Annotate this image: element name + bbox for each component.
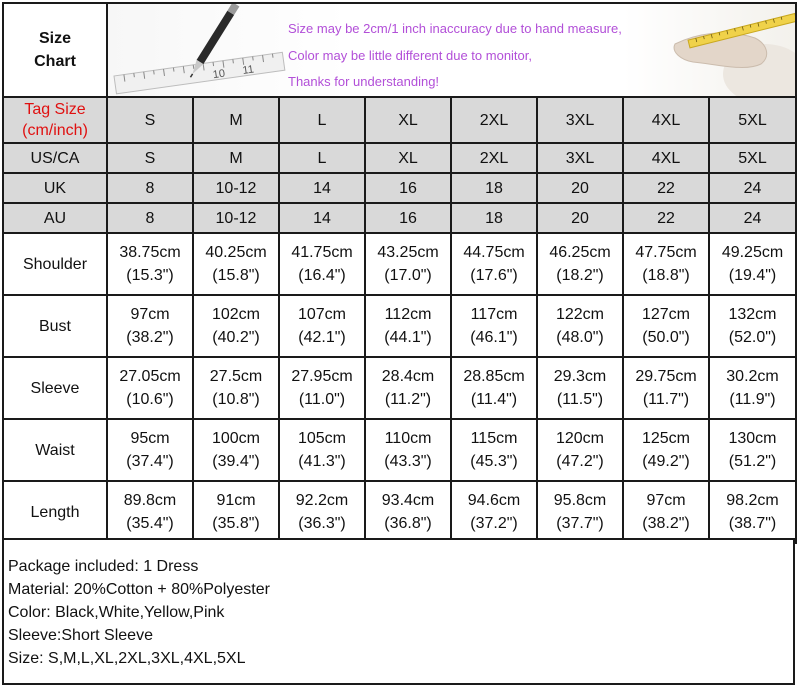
cm-value: 40.25cm [205,244,267,261]
cm-value: 97cm [646,492,686,509]
cm-value: 95.8cm [553,492,607,509]
inch-value: (35.4") [126,515,174,532]
cm-value: 120cm [555,430,605,447]
uk-size-cell: 10-12 [193,173,279,203]
inch-value: (41.3") [298,453,346,470]
cm-value: 122cm [555,306,605,323]
measurement-cell [279,419,365,481]
measurement-label: Sleeve [3,357,107,419]
inch-value: (37.2") [470,515,518,532]
measurement-cell [193,481,279,543]
measurement-label: Bust [3,295,107,357]
cm-value: 93.4cm [381,492,435,509]
measurement-cell [709,419,796,481]
cm-value: 110cm [384,430,432,447]
us-size-cell: XL [365,143,451,173]
au-size-cell: 16 [365,203,451,233]
au-size-cell: 10-12 [193,203,279,233]
au-size-cell: 14 [279,203,365,233]
cm-value: 115cm [470,430,518,447]
ruler-number-11: 11 [241,63,255,78]
inch-value: (40.2") [212,329,260,346]
measurement-row-length [3,481,796,543]
us-size-cell: 2XL [451,143,537,173]
measurement-label: Waist [3,419,107,481]
measuring-tape-hand-icon [645,4,795,96]
au-size-cell: 22 [623,203,709,233]
measurement-cell [623,419,709,481]
size-chart-title [3,3,107,97]
cm-value: 43.25cm [377,244,439,261]
measurement-cell [107,295,193,357]
measurement-cell [451,481,537,543]
inch-value: (36.3") [298,515,346,532]
us-size-row [3,143,796,173]
cm-value: 29.3cm [553,368,607,385]
tag-size-label-line-1: Tag Size [24,101,86,118]
cm-value: 105cm [297,430,347,447]
tag-size-cell: 5XL [709,97,796,143]
inch-value: (52.0") [728,329,777,346]
cm-value: 97cm [130,306,170,323]
detail-package: Package included: 1 Dress [8,558,199,575]
uk-size-cell: 20 [537,173,623,203]
measurement-cell [193,419,279,481]
au-size-label: AU [3,203,107,233]
cm-value: 41.75cm [291,244,353,261]
inch-value: (17.0") [384,267,432,284]
inch-value: (38.7") [728,515,777,532]
inch-value: (18.8") [642,267,690,284]
detail-size: Size: S,M,L,XL,2XL,3XL,4XL,5XL [8,650,246,667]
measurement-cell [107,419,193,481]
cm-value: 49.25cm [721,244,784,261]
measurement-cell [451,233,537,295]
uk-size-row [3,173,796,203]
cm-value: 125cm [641,430,691,447]
tag-size-cell: 3XL [537,97,623,143]
measurement-cell [193,357,279,419]
measurement-cell [193,295,279,357]
measurement-cell [365,357,451,419]
inch-value: (11.7") [642,391,690,408]
measurement-cell [365,419,451,481]
inch-value: (49.2") [642,453,690,470]
cm-value: 107cm [297,306,347,323]
tag-size-cell: 2XL [451,97,537,143]
title-line-2: Chart [34,53,76,70]
measurement-cell [709,233,796,295]
us-size-cell: 3XL [537,143,623,173]
au-size-cell: 8 [107,203,193,233]
product-details-box [2,538,795,685]
measurement-cell [709,357,796,419]
inch-value: (36.8") [384,515,432,532]
inch-value: (51.2") [728,453,777,470]
cm-value: 27.5cm [209,368,263,385]
cm-value: 127cm [641,306,691,323]
inch-value: (19.4") [728,267,777,284]
au-size-cell: 20 [537,203,623,233]
size-chart-table [2,2,797,544]
inch-value: (48.0") [556,329,604,346]
measurement-label: Shoulder [3,233,107,295]
measurement-row-shoulder [3,233,796,295]
inch-value: (42.1") [298,329,346,346]
au-size-row [3,203,796,233]
us-size-cell: M [193,143,279,173]
measurement-cell [623,357,709,419]
uk-size-cell: 8 [107,173,193,203]
cm-value: 27.95cm [291,368,353,385]
measurement-cell [709,295,796,357]
tag-size-label-line-2: (cm/inch) [22,122,88,139]
measurement-cell [537,481,623,543]
measurement-cell [451,357,537,419]
inch-value: (18.2") [556,267,604,284]
inch-value: (45.3") [470,453,518,470]
inch-value: (47.2") [556,453,604,470]
measurement-cell [193,233,279,295]
inch-value: (43.3") [384,453,432,470]
notice-line-2: Color may be little different due to monitor, [288,47,532,63]
header-row [3,3,796,97]
inch-value: (44.1") [384,329,432,346]
inch-value: (16.4") [298,267,346,284]
cm-value: 46.25cm [549,244,611,261]
uk-size-cell: 22 [623,173,709,203]
detail-color: Color: Black,White,Yellow,Pink [8,604,225,621]
measurement-cell [279,233,365,295]
measurement-cell [537,419,623,481]
cm-value: 44.75cm [463,244,525,261]
cm-value: 47.75cm [635,244,697,261]
inch-value: (37.7") [556,515,604,532]
inch-value: (11.9") [729,391,776,408]
cm-value: 98.2cm [726,492,779,509]
measurement-cell [365,481,451,543]
inch-value: (15.3") [126,267,174,284]
measurement-cell [107,481,193,543]
tag-size-cell: L [279,97,365,143]
inch-value: (10.6") [126,391,174,408]
uk-size-label: UK [3,173,107,203]
measurement-row-waist [3,419,796,481]
cm-value: 92.2cm [295,492,349,509]
notice-text [288,16,622,96]
ruler-pen-icon [108,4,288,96]
us-size-label: US/CA [3,143,107,173]
cm-value: 100cm [211,430,261,447]
measurement-cell [451,295,537,357]
measurement-label: Length [3,481,107,543]
tag-size-label [3,97,107,143]
measurement-cell [107,357,193,419]
inch-value: (11.5") [556,391,604,408]
inch-value: (17.6") [470,267,518,284]
tag-size-cell: 4XL [623,97,709,143]
measurement-cell [451,419,537,481]
us-size-cell: 5XL [709,143,796,173]
uk-size-cell: 16 [365,173,451,203]
cm-value: 28.4cm [381,368,435,385]
ruler-number-10: 10 [212,67,226,82]
inch-value: (46.1") [470,329,518,346]
measurement-row-sleeve [3,357,796,419]
us-size-cell: 4XL [623,143,709,173]
au-size-cell: 24 [709,203,796,233]
cm-value: 130cm [728,430,777,447]
notice-banner [107,3,796,97]
measurement-cell [623,295,709,357]
cm-value: 102cm [211,306,261,323]
inch-value: (11.0") [298,391,346,408]
tag-size-cell: S [107,97,193,143]
measurement-cell [279,357,365,419]
measurement-cell [279,295,365,357]
tag-size-cell: M [193,97,279,143]
cm-value: 89.8cm [123,492,177,509]
detail-material: Material: 20%Cotton + 80%Polyester [8,581,270,598]
inch-value: (11.2") [384,391,432,408]
uk-size-cell: 18 [451,173,537,203]
uk-size-cell: 14 [279,173,365,203]
measurement-cell [279,481,365,543]
us-size-cell: S [107,143,193,173]
inch-value: (39.4") [212,453,260,470]
measurement-cell [623,233,709,295]
measurement-cell [365,233,451,295]
inch-value: (37.4") [126,453,174,470]
measurement-cell [623,481,709,543]
cm-value: 117cm [470,306,518,323]
cm-value: 95cm [130,430,170,447]
tag-size-cell: XL [365,97,451,143]
cm-value: 29.75cm [635,368,697,385]
au-size-cell: 18 [451,203,537,233]
tag-size-row [3,97,796,143]
measurement-cell [107,233,193,295]
measurement-cell [365,295,451,357]
inch-value: (15.8") [212,267,260,284]
inch-value: (50.0") [642,329,690,346]
measurement-cell [537,357,623,419]
detail-sleeve: Sleeve:Short Sleeve [8,627,153,644]
cm-value: 132cm [728,306,777,323]
uk-size-cell: 24 [709,173,796,203]
cm-value: 30.2cm [726,368,779,385]
cm-value: 28.85cm [463,368,525,385]
notice-line-1: Size may be 2cm/1 inch inaccuracy due to hand measure, [288,21,622,36]
title-line-1: Size [38,30,71,47]
inch-value: (38.2") [642,515,690,532]
cm-value: 94.6cm [467,492,521,509]
inch-value: (10.8") [212,391,260,408]
cm-value: 91cm [216,492,256,509]
inch-value: (35.8") [212,515,260,532]
cm-value: 112cm [384,306,432,323]
cm-value: 38.75cm [119,244,181,261]
inch-value: (38.2") [126,329,174,346]
cm-value: 27.05cm [119,368,181,385]
measurement-cell [537,233,623,295]
measurement-cell [537,295,623,357]
us-size-cell: L [279,143,365,173]
inch-value: (11.4") [470,391,518,408]
measurement-row-bust [3,295,796,357]
notice-line-3: Thanks for understanding! [288,74,440,89]
measurement-cell [709,481,796,543]
